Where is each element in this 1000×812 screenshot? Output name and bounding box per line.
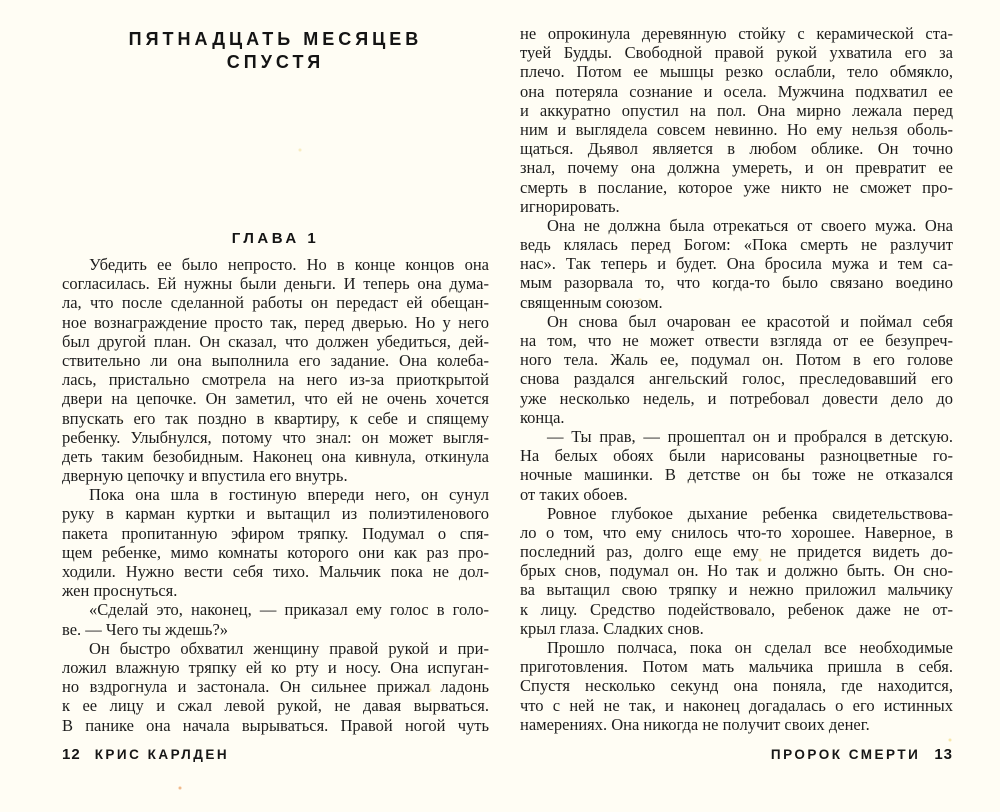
text-line: на том, что не может отвести взгляда от ее безупреч-	[520, 331, 953, 350]
text-line: намерениях. Она никогда не получит своих денег.	[520, 714, 870, 734]
text-line: ходили. Нужно вести себя тихо. Мальчик пока не дол-	[62, 562, 489, 581]
text-line: уже несколько недель, и потребовал довести дело до	[520, 388, 953, 408]
paragraph	[62, 600, 489, 638]
text-line: щаться. Дьявол является в любом облике. Он точно	[520, 139, 953, 159]
text-line: руку в карман куртки и вытащил из полиэтиленового	[62, 504, 489, 524]
page-number: 12	[62, 746, 81, 763]
text-line: ведь клялась перед Богом: «Пока смерть не разлучит	[520, 235, 953, 255]
text-line: игнорировать.	[520, 196, 620, 216]
text-line: В панике она начала вырываться. Правой ногой чуть	[62, 715, 489, 735]
text-line: к ее лицу и сжал левой рукой, не давая вырваться.	[62, 696, 489, 716]
text-line: нас». Так теперь и будет. Она бросила мужа и тем са-	[520, 254, 953, 274]
text-line: и аккуратно опустил на пол. Она мирно лежала перед	[520, 100, 953, 120]
text-line: Он снова был очарован ее красотой и поймал себя	[547, 311, 953, 331]
left-page	[62, 0, 489, 812]
text-line: Пока она шла в гостиную впереди него, он сунул	[89, 485, 489, 505]
text-line: не опрокинула деревянную стойку с керамической ста-	[520, 24, 953, 43]
text-line: впускать его так поздно в квартиру, к себе и спящему	[62, 408, 489, 428]
running-title-author: КРИС КАРЛДЕН	[94, 747, 230, 762]
text-line: щем ребенке, мимо комнаты которого они как раз про-	[62, 542, 489, 562]
paragraph	[520, 427, 953, 504]
text-line: Прошло полчаса, пока он сделал все необходимые	[547, 638, 953, 657]
text-line: двери на цепочке. Он заметил, что ей не очень хочется	[62, 389, 489, 409]
text-line: Она не должна была отрекаться от своего мужа. Она	[547, 215, 953, 235]
text-line: ночные машинки. В детстве он бы тоже не отказался	[520, 465, 953, 485]
text-line: дверную цепочку и впустила его внутрь.	[62, 466, 348, 486]
right-page-body	[520, 24, 953, 734]
text-line: смерть в послание, которое уже никто не сможет про-	[520, 177, 953, 197]
text-line: жен проснуться.	[62, 581, 178, 601]
book-part-title	[62, 28, 489, 74]
text-line: пакета пропитанную эфиром тряпку. Подумал о спя-	[62, 523, 489, 543]
page-number: 13	[934, 746, 953, 763]
chapter-heading: ГЛАВА 1	[231, 230, 320, 247]
text-line: снова раздался ангельский голос, преследовавший его	[520, 369, 953, 389]
text-line: плечо. Потом ее мышцы резко ослабли, тело обмякло,	[520, 62, 953, 82]
text-line: знал, почему она должна умереть, и он превратит ее	[520, 158, 953, 178]
text-line: — Ты прав, — прошептал он и пробрался в детскую.	[547, 426, 953, 446]
text-line: но вздрогнула и застонала. Он сильнее прижал ладонь	[62, 677, 489, 697]
text-line: лась, пристально смотрела на него из-за приоткрытой	[62, 370, 489, 390]
paragraph	[520, 216, 953, 312]
text-line: к лицу. Средство подействовало, ребенок даже не от-	[520, 599, 953, 619]
text-line: священным союзом.	[520, 292, 663, 312]
text-line: приготовления. Потом мать мальчика пришла в себя.	[520, 657, 953, 677]
text-line: ствительно ли она выполнила его задание. Она колеба-	[62, 350, 489, 370]
right-page-footer	[520, 746, 953, 763]
text-line: ла, что после сделанной работы он передаст ей обещан-	[62, 293, 489, 313]
text-line: Он быстро обхватил женщину правой рукой и при-	[89, 638, 489, 658]
text-line: от таких обоев.	[520, 484, 628, 504]
text-line: что с ней не так, и наконец догадалась о его истинных	[520, 695, 953, 715]
text-line: туей Будды. Свободной правой рукой ухватила его за	[520, 43, 953, 63]
left-page-footer	[62, 746, 489, 763]
paragraph	[62, 255, 489, 485]
text-line: ним и выглядела совсем невинно. Но ему нельзя оболь-	[520, 119, 953, 139]
text-line: На белых обоях были нарисованы разноцветные го-	[520, 446, 953, 466]
part-title-line-2: СПУСТЯ	[226, 52, 325, 72]
right-page	[520, 0, 953, 812]
text-line: ве. — Чего ты ждешь?»	[62, 619, 229, 639]
text-line: она потеряла сознание и осела. Мужчина подхватил ее	[520, 81, 953, 101]
text-line: ребенку. Улыбнулся, потому что знал: он может выгля-	[62, 427, 489, 447]
paragraph	[520, 638, 953, 734]
text-line: ложил влажную тряпку ей ко рту и носу. Она испуган-	[62, 657, 489, 677]
text-line: мым разорвала то, что когда-то было связано воедино	[520, 273, 953, 293]
text-line: Убедить ее было непросто. Но в конце концов она	[89, 255, 489, 274]
text-line: брых снов, подумал он. Но так и должно быть. Он сно-	[520, 561, 953, 581]
running-title-book: ПРОРОК СМЕРТИ	[770, 747, 921, 762]
text-line: Ровное глубокое дыхание ребенка свидетельствова-	[547, 503, 953, 523]
text-line: ное вознаграждение просто так, перед дверью. Но у него	[62, 312, 489, 332]
paragraph	[62, 639, 489, 735]
part-title-line-1: ПЯТНАДЦАТЬ МЕСЯЦЕВ	[128, 29, 423, 49]
paragraph	[62, 485, 489, 600]
text-line: Спустя несколько секунд она поняла, где находится,	[520, 676, 953, 696]
text-line: «Сделай это, наконец, — приказал ему голос в голо-	[89, 600, 489, 620]
paragraph	[520, 504, 953, 638]
text-line: деть таким безобидным. Наконец она кивнула, откинула	[62, 446, 489, 466]
text-line: был другой план. Он сказал, что должен убедиться, дей-	[62, 331, 489, 351]
paragraph	[520, 24, 953, 216]
text-line: конца.	[520, 407, 565, 427]
text-line: ва вытащил свою тряпку и нежно приложил мальчику	[520, 580, 953, 600]
left-page-body	[62, 255, 489, 735]
paragraph	[520, 312, 953, 427]
text-line: ло о том, что ему снилось что-то хорошее. Наверное, в	[520, 522, 953, 542]
text-line: крыл глаза. Сладких снов.	[520, 618, 704, 638]
text-line: последний раз, долго еще ему не придется видеть до-	[520, 542, 953, 562]
text-line: ного тела. Жаль ее, подумал он. Потом в его голове	[520, 350, 953, 370]
text-line: согласилась. Ей нужны были деньги. И теперь она дума-	[62, 274, 489, 294]
